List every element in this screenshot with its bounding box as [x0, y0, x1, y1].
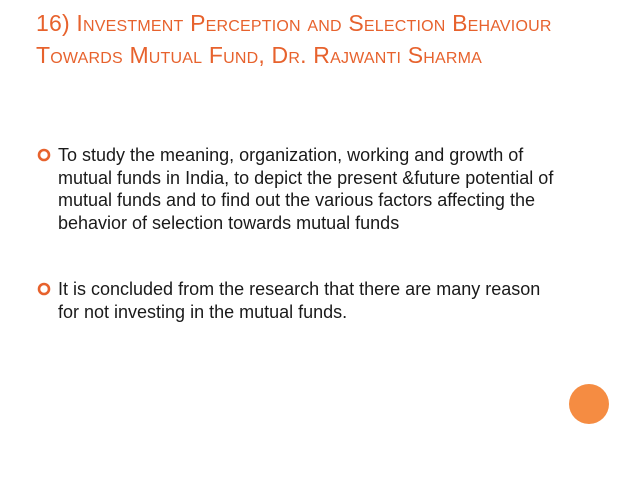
bullet-text: It is concluded from the research that there are many reason for not investing in the mutual funds. [58, 279, 541, 322]
bullet-list [36, 144, 556, 323]
bullet-item [36, 278, 556, 323]
bullet-item [36, 144, 556, 234]
decorative-orange-circle [569, 384, 609, 424]
circle-bullet-icon [37, 148, 51, 162]
circle-bullet-icon [37, 282, 51, 296]
slide-title: 16) Investment Perception and Selection Behaviour Towards Mutual Fund, Dr. Rajwanti Sharma [36, 10, 552, 68]
bullet-text: To study the meaning, organization, working and growth of mutual funds in India, to depict the present &future potential of mutual funds and to find out the various factors affecting the behavior of selection towards mutual funds [58, 145, 554, 233]
